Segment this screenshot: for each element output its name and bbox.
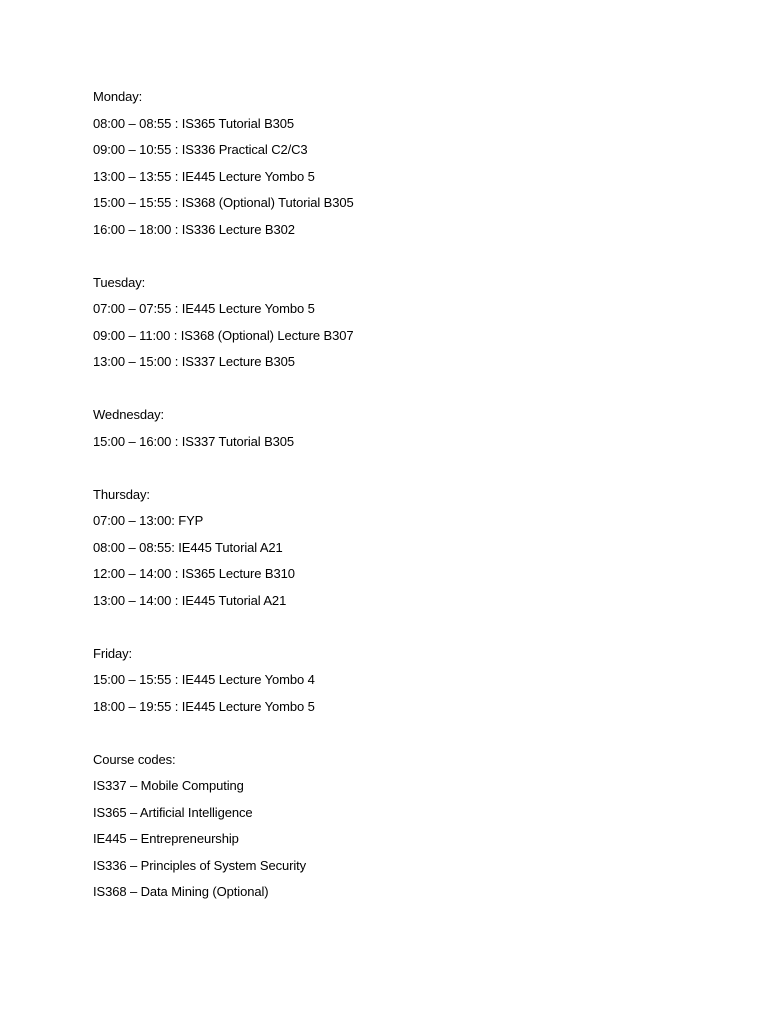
day-heading-tuesday: Tuesday:	[93, 274, 146, 290]
day-heading-friday: Friday:	[93, 645, 133, 661]
course-codes-heading: Course codes:	[93, 751, 176, 767]
course-code-entry: IE445 – Entrepreneurship	[93, 831, 239, 846]
monday-section	[93, 84, 713, 243]
schedule-entry: 09:00 – 10:55 : IS336 Practical C2/C3	[93, 142, 308, 157]
schedule-entry: 16:00 – 18:00 : IS336 Lecture B302	[93, 221, 295, 237]
section-spacer	[93, 720, 713, 747]
section-spacer	[93, 376, 713, 403]
day-heading-thursday: Thursday:	[93, 486, 150, 502]
day-heading-monday: Monday:	[93, 89, 143, 104]
schedule-entry: 15:00 – 16:00 : IS337 Tutorial B305	[93, 433, 295, 449]
schedule-entry: 08:00 – 08:55 : IS365 Tutorial B305	[93, 115, 295, 131]
schedule-entry: 13:00 – 14:00 : IE445 Tutorial A21	[93, 592, 287, 608]
section-spacer	[93, 455, 713, 482]
thursday-section	[93, 482, 713, 615]
course-code-entry: IS368 – Data Mining (Optional)	[93, 884, 269, 899]
course-code-entry: IS365 – Artificial Intelligence	[93, 804, 253, 820]
section-spacer	[93, 614, 713, 641]
schedule-entry: 15:00 – 15:55 : IS368 (Optional) Tutorial B305	[93, 195, 354, 210]
schedule-entry: 07:00 – 13:00: FYP	[93, 513, 204, 528]
schedule-entry: 12:00 – 14:00 : IS365 Lecture B310	[93, 566, 295, 581]
course-code-entry: IS337 – Mobile Computing	[93, 778, 244, 793]
schedule-entry: 15:00 – 15:55 : IE445 Lecture Yombo 4	[93, 672, 315, 687]
schedule-entry: 13:00 – 15:00 : IS337 Lecture B305	[93, 354, 295, 369]
schedule-entry: 07:00 – 07:55 : IE445 Lecture Yombo 5	[93, 301, 315, 316]
friday-section	[93, 641, 713, 721]
tuesday-section	[93, 270, 713, 376]
course-codes-section	[93, 747, 713, 906]
day-heading-wednesday: Wednesday:	[93, 407, 165, 422]
section-spacer	[93, 243, 713, 270]
document-page	[93, 84, 713, 906]
schedule-entry: 08:00 – 08:55: IE445 Tutorial A21	[93, 539, 283, 555]
wednesday-section	[93, 402, 713, 455]
schedule-entry: 13:00 – 13:55 : IE445 Lecture Yombo 5	[93, 168, 315, 184]
schedule-entry: 09:00 – 11:00 : IS368 (Optional) Lecture B307	[93, 327, 354, 343]
schedule-entry: 18:00 – 19:55 : IE445 Lecture Yombo 5	[93, 698, 315, 714]
course-code-entry: IS336 – Principles of System Security	[93, 857, 307, 873]
